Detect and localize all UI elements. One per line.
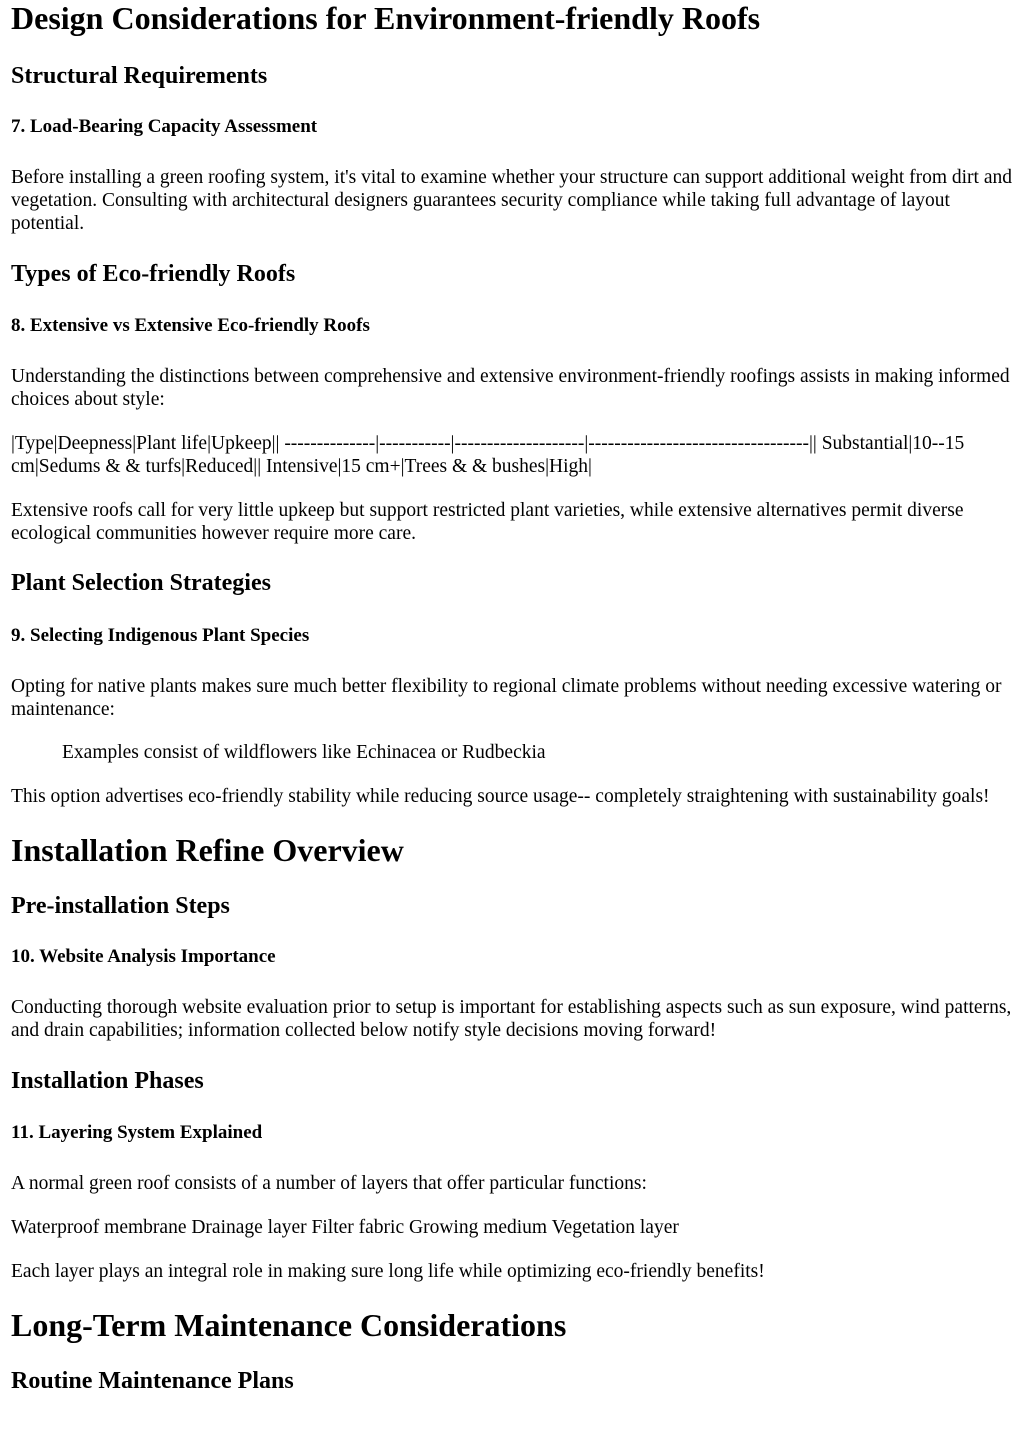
subheading-website-analysis: 10. Website Analysis Importance bbox=[11, 946, 276, 967]
paragraph-native-plants: Opting for native plants makes sure much better flexibility to regional climate problems without needing excessive watering or maintenance: bbox=[11, 676, 1002, 720]
paragraph-website-analysis: Conducting thorough website evaluation prior to setup is important for establishing aspects such as sun exposure, wind patterns, and drain capabilities; information collected below notify style decisions moving forward! bbox=[11, 997, 1012, 1041]
section-heading-plants: Plant Selection Strategies bbox=[11, 570, 271, 596]
section-heading-routine-maintenance: Routine Maintenance Plans bbox=[11, 1368, 294, 1394]
subheading-native-plants: 9. Selecting Indigenous Plant Species bbox=[11, 625, 310, 646]
subheading-layering-system: 11. Layering System Explained bbox=[11, 1122, 263, 1143]
paragraph-stability: This option advertises eco-friendly stability while reducing source usage-- completely straightening with sustainability goals! bbox=[11, 786, 990, 807]
section-heading-installation-phases: Installation Phases bbox=[11, 1068, 204, 1094]
paragraph-extensive-upkeep: Extensive roofs call for very little upkeep but support restricted plant varieties, while extensive alternatives permit diverse ecological communities however require more care. bbox=[11, 500, 964, 544]
paragraph-layers-list: Waterproof membrane Drainage layer Filter fabric Growing medium Vegetation layer bbox=[11, 1217, 679, 1238]
section-heading-structural: Structural Requirements bbox=[11, 63, 268, 89]
roof-types-table-text: |Type|Deepness|Plant life|Upkeep|| --------------|-----------|--------------------|----------------------------------|| Substantial|10--15 cm|Sedums & & turfs|Reduced|| Intensive|15 cm+|Trees & & bushes|High| bbox=[11, 433, 965, 477]
paragraph-load-bearing: Before installing a green roofing system, it's vital to examine whether your structure can support additional weight from dirt and vegetation. Consulting with architectural designers guarantees security compliance while taking full advantage of layout potential. bbox=[11, 167, 1013, 234]
paragraph-layer-role: Each layer plays an integral role in making sure long life while optimizing eco-friendly benefits! bbox=[11, 1261, 765, 1282]
page-title: Design Considerations for Environment-friendly Roofs bbox=[11, 0, 761, 36]
section-title-maintenance: Long-Term Maintenance Considerations bbox=[11, 1307, 567, 1343]
section-heading-pre-installation: Pre-installation Steps bbox=[11, 893, 230, 919]
paragraph-layers-intro: A normal green roof consists of a number of layers that offer particular functions: bbox=[11, 1173, 647, 1194]
quote-examples: Examples consist of wildflowers like Echinacea or Rudbeckia bbox=[62, 742, 546, 763]
subheading-load-bearing: 7. Load-Bearing Capacity Assessment bbox=[11, 116, 318, 137]
section-heading-types: Types of Eco-friendly Roofs bbox=[11, 261, 296, 287]
section-title-installation: Installation Refine Overview bbox=[11, 832, 404, 868]
subheading-extensive: 8. Extensive vs Extensive Eco-friendly Roofs bbox=[11, 315, 370, 336]
paragraph-distinctions: Understanding the distinctions between comprehensive and extensive environment-friendly roofings assists in making informed choices about style: bbox=[11, 366, 1010, 410]
